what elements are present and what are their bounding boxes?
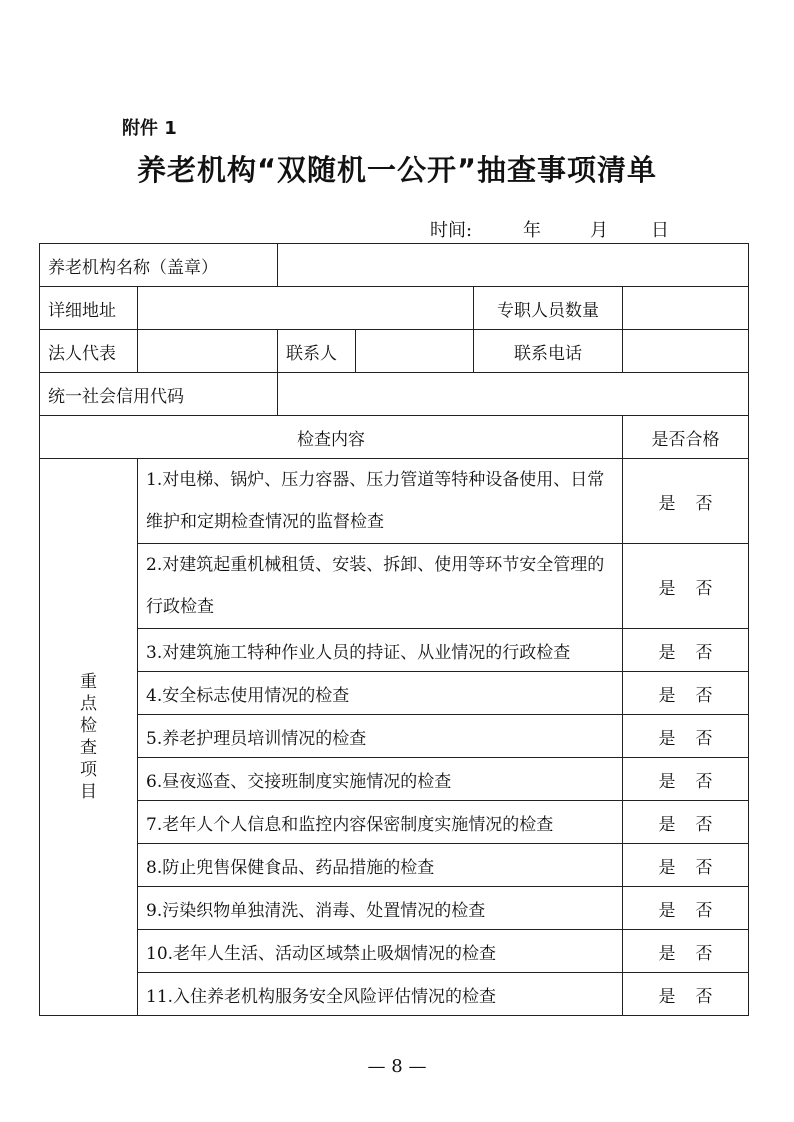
item-4: 4.安全标志使用情况的检查 <box>138 672 623 715</box>
table-row <box>40 801 749 844</box>
item-2: 2.对建筑起重机械租赁、安装、拆卸、使用等环节安全管理的行政检查 <box>138 544 623 629</box>
table-row <box>40 544 749 629</box>
inspection-table <box>39 243 749 1016</box>
table-row <box>40 672 749 715</box>
yes-no-cell: 是 否 <box>623 629 749 672</box>
year-label: 年 <box>523 220 541 241</box>
content-header: 检查内容 <box>40 416 623 459</box>
yes-no-cell: 是 否 <box>623 973 749 1016</box>
day-label: 日 <box>651 220 669 241</box>
address-field <box>138 287 474 330</box>
item-6: 6.昼夜巡查、交接班制度实施情况的检查 <box>138 758 623 801</box>
staff-count-field <box>623 287 749 330</box>
item-3: 3.对建筑施工特种作业人员的持证、从业情况的行政检查 <box>138 629 623 672</box>
item-7: 7.老年人个人信息和监控内容保密制度实施情况的检查 <box>138 801 623 844</box>
pass-header: 是否合格 <box>623 416 749 459</box>
attachment-label: 附件 1 <box>122 118 177 139</box>
org-name-label: 养老机构名称（盖章） <box>40 244 278 287</box>
item-11: 11.入住养老机构服务安全风险评估情况的检查 <box>138 973 623 1016</box>
item-1: 1.对电梯、锅炉、压力容器、压力管道等特种设备使用、日常维护和定期检查情况的监督检查 <box>138 459 623 544</box>
yes-no-cell: 是 否 <box>623 930 749 973</box>
yes-no-cell: 是 否 <box>623 758 749 801</box>
yes-no-cell: 是 否 <box>623 672 749 715</box>
date-label: 时间: <box>430 220 473 241</box>
credit-code-field <box>278 373 749 416</box>
item-9: 9.污染织物单独清洗、消毒、处置情况的检查 <box>138 887 623 930</box>
staff-count-label: 专职人员数量 <box>474 287 623 330</box>
item-8: 8.防止兜售保健食品、药品措施的检查 <box>138 844 623 887</box>
table-row <box>40 887 749 930</box>
table-row <box>40 930 749 973</box>
contact-field <box>356 330 474 373</box>
table-row <box>40 629 749 672</box>
page-title: 养老机构“双随机一公开”抽查事项清单 <box>136 153 658 187</box>
yes-no-cell: 是 否 <box>623 459 749 544</box>
yes-no-cell: 是 否 <box>623 801 749 844</box>
contact-label: 联系人 <box>278 330 356 373</box>
phone-field <box>623 330 749 373</box>
legal-rep-field <box>138 330 278 373</box>
yes-no-cell: 是 否 <box>623 844 749 887</box>
item-10: 10.老年人生活、活动区域禁止吸烟情况的检查 <box>138 930 623 973</box>
table-row <box>40 715 749 758</box>
page-number: — 8 — <box>367 1056 427 1077</box>
legal-rep-label: 法人代表 <box>40 330 138 373</box>
yes-no-cell: 是 否 <box>623 887 749 930</box>
item-5: 5.养老护理员培训情况的检查 <box>138 715 623 758</box>
credit-code-label: 统一社会信用代码 <box>40 373 278 416</box>
phone-label: 联系电话 <box>474 330 623 373</box>
month-label: 月 <box>590 220 608 241</box>
yes-no-cell: 是 否 <box>623 544 749 629</box>
yes-no-cell: 是 否 <box>623 715 749 758</box>
table-row <box>40 758 749 801</box>
address-label: 详细地址 <box>40 287 138 330</box>
org-name-field <box>278 244 749 287</box>
table-row <box>40 973 749 1016</box>
table-row <box>40 844 749 887</box>
category-cell: 重 点 检 查 项 目 <box>40 459 138 1016</box>
table-row <box>40 459 749 544</box>
